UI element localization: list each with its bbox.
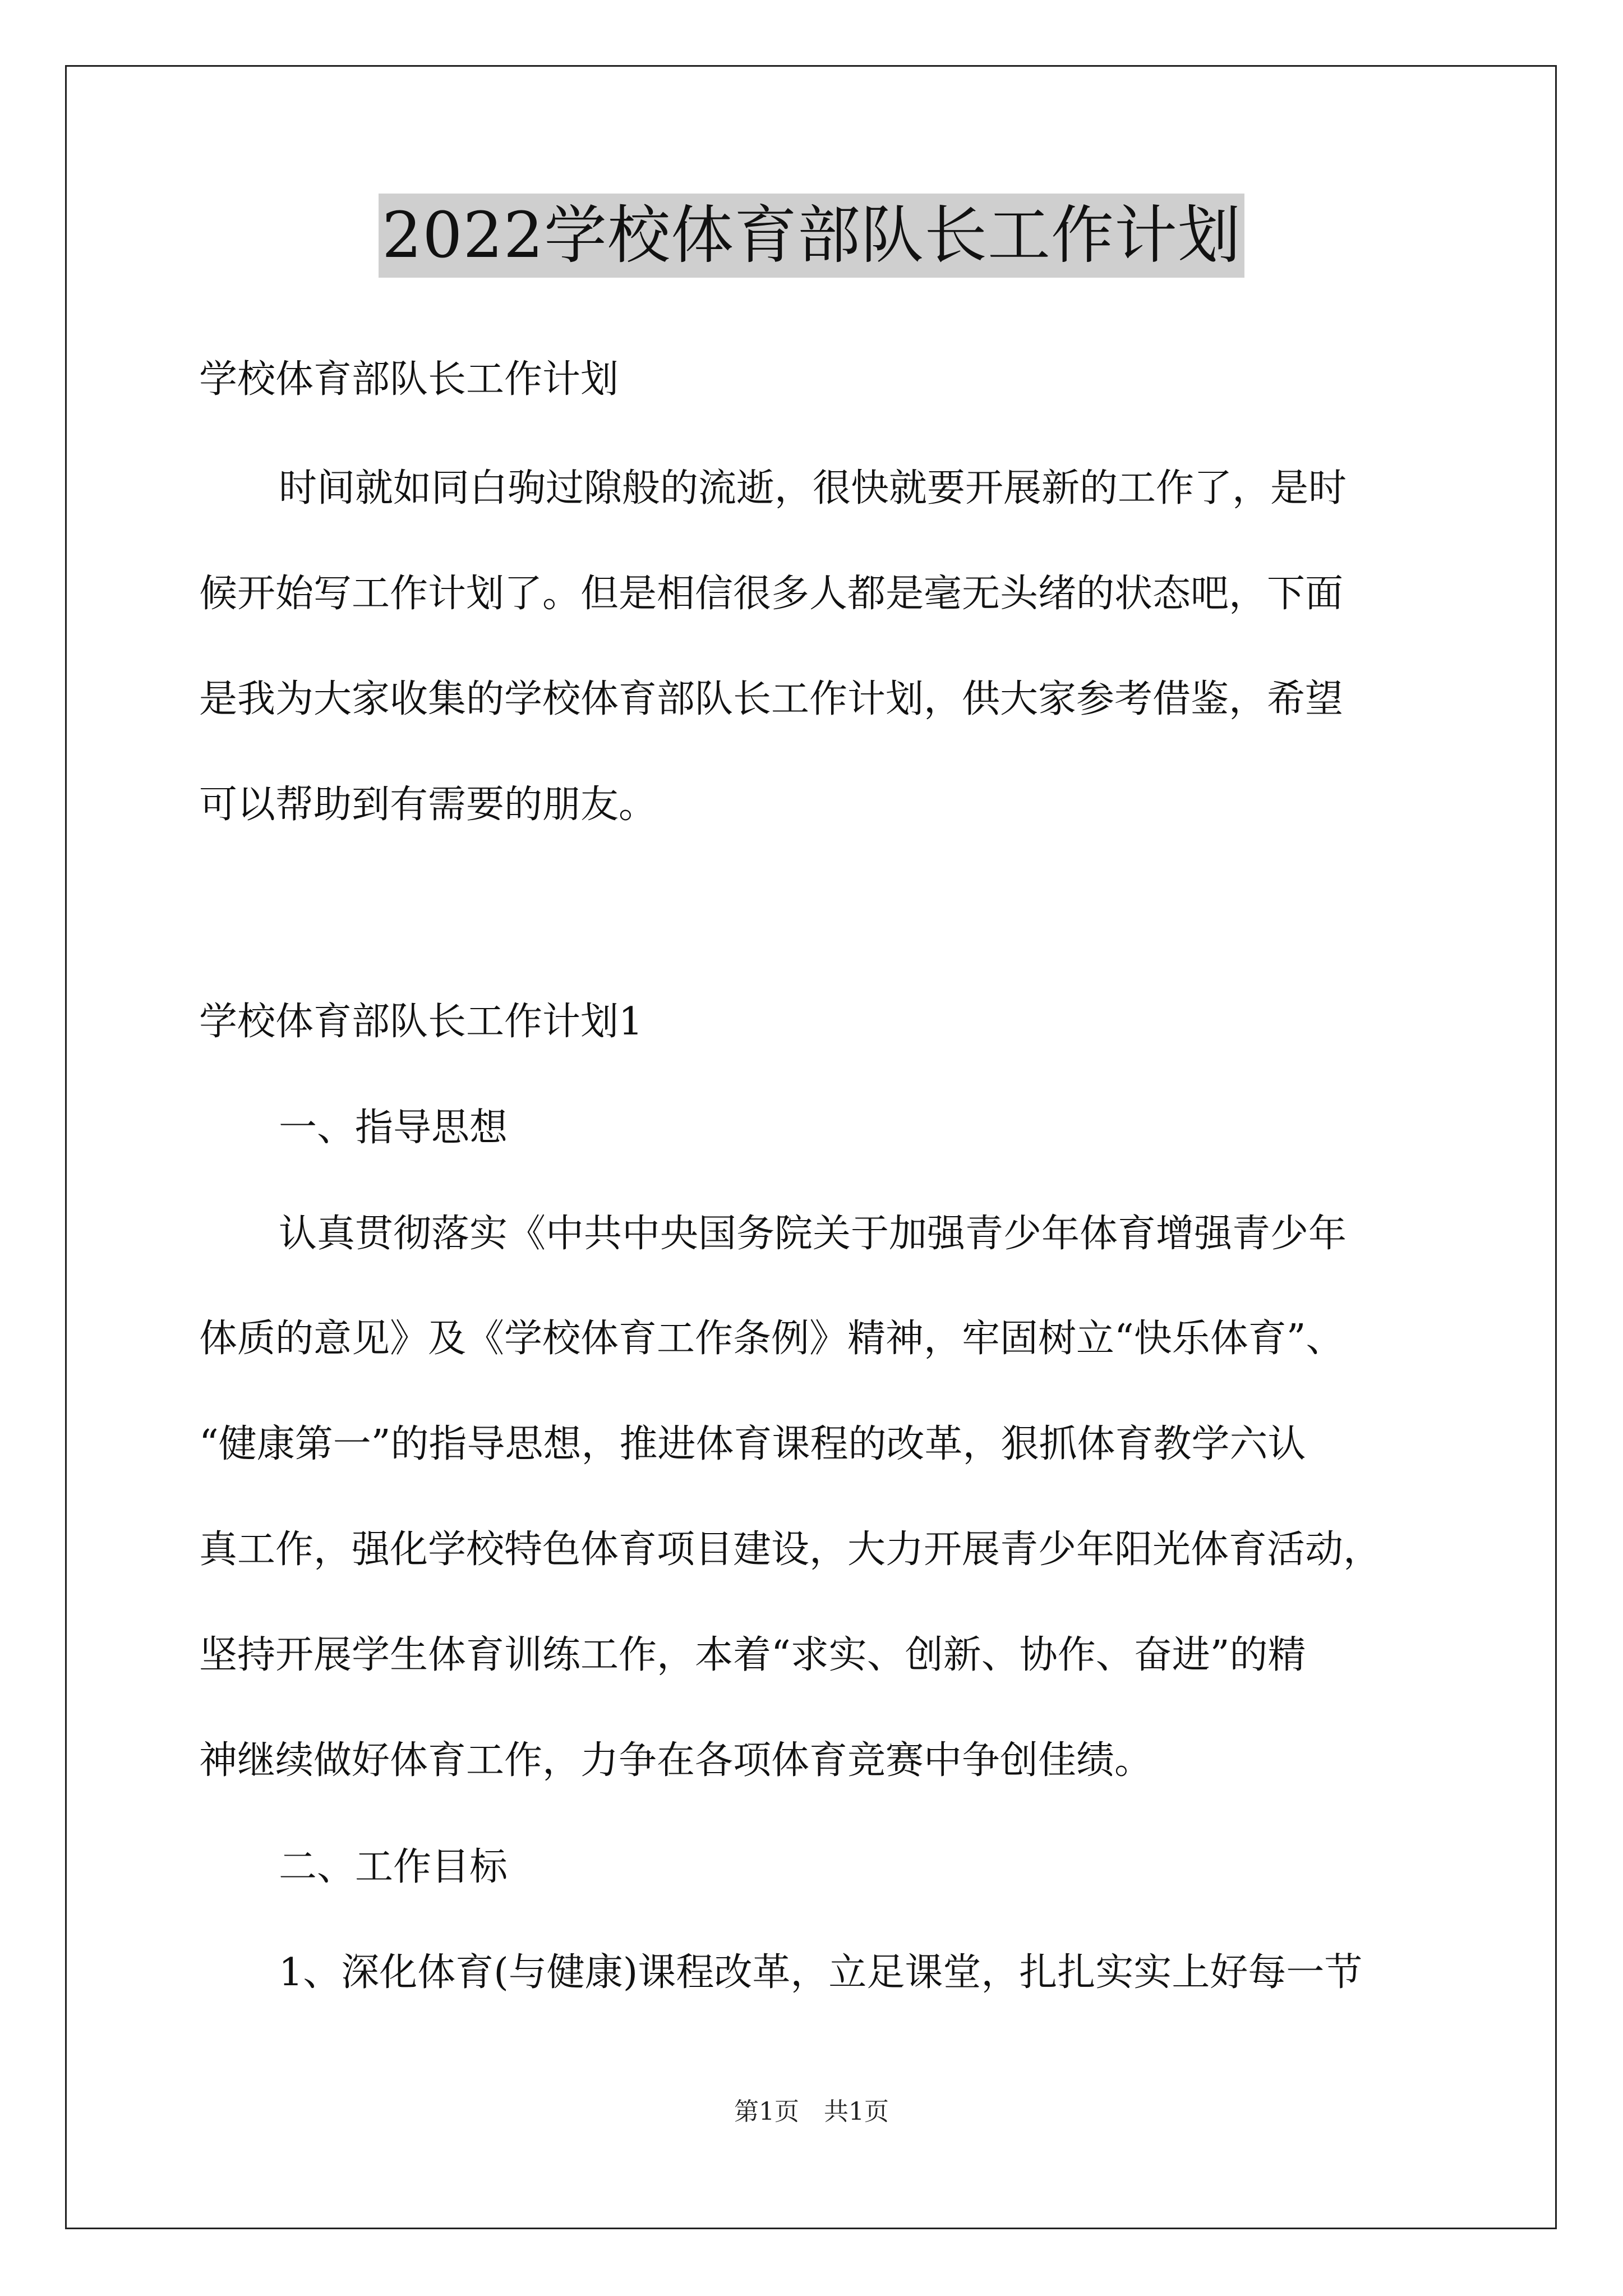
part-heading: 二、工作目标 [279,1845,508,1889]
intro-line: 候开始写工作计划了。但是相信很多人都是毫无头绪的状态吧，下面 [199,572,1344,616]
section-heading: 学校体育部队长工作计划1 [199,1000,643,1044]
paragraph-line: 1、深化体育(与健康)课程改革，立足课堂，扎扎实实上好每一节 [279,1950,1363,1995]
paragraph-line: 体质的意见》及《学校体育工作条例》精神，牢固树立“快乐体育”、 [199,1317,1344,1361]
title-wrapper [0,194,1623,278]
paragraph-line: 认真贯彻落实《中共中央国务院关于加强青少年体育增强青少年 [279,1212,1347,1256]
paragraph-line: 神继续做好体育工作，力争在各项体育竞赛中争创佳绩。 [199,1738,1153,1783]
document-title: 2022学校体育部队长工作计划 [379,194,1244,278]
intro-line: 时间就如同白驹过隙般的流逝，很快就要开展新的工作了，是时 [279,466,1347,510]
intro-line: 是我为大家收集的学校体育部队长工作计划，供大家参考借鉴，希望 [199,677,1344,721]
paragraph-line: 坚持开展学生体育训练工作，本着“求实、创新、协作、奋进”的精 [199,1633,1306,1677]
part-heading: 一、指导思想 [279,1106,508,1150]
page-footer: 第1页 共1页 [734,2097,889,2126]
paragraph-line: “健康第一”的指导思想，推进体育课程的改革，狠抓体育教学六认 [199,1422,1306,1466]
intro-line: 可以帮助到有需要的朋友。 [199,783,657,827]
paragraph-line: 真工作，强化学校特色体育项目建设，大力开展青少年阳光体育活动， [199,1527,1382,1572]
document-subtitle: 学校体育部队长工作计划 [199,357,619,402]
